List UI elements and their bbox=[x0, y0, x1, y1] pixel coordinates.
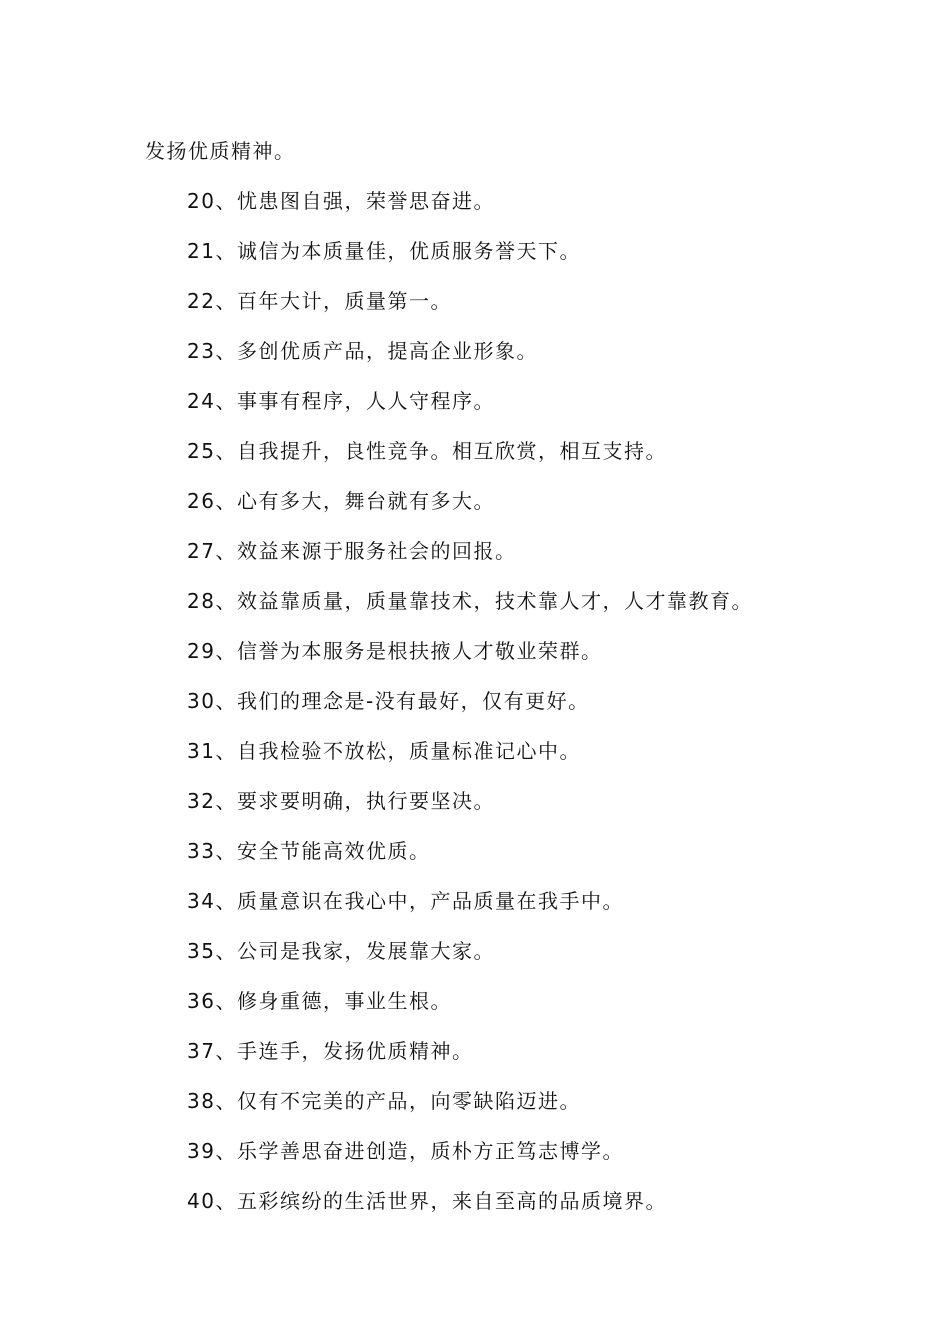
list-item: 28、效益靠质量，质量靠技术，技术靠人才，人才靠教育。 bbox=[187, 589, 753, 613]
list-item: 33、安全节能高效优质。 bbox=[187, 839, 431, 863]
continued-text-line: 发扬优质精神。 bbox=[145, 139, 296, 163]
list-item: 21、诚信为本质量佳，优质服务誉天下。 bbox=[187, 239, 581, 263]
list-item: 40、五彩缤纷的生活世界，来自至高的品质境界。 bbox=[187, 1189, 667, 1213]
list-item: 27、效益来源于服务社会的回报。 bbox=[187, 539, 517, 563]
list-item: 38、仅有不完美的产品，向零缺陷迈进。 bbox=[187, 1089, 581, 1113]
list-item: 26、心有多大，舞台就有多大。 bbox=[187, 489, 495, 513]
list-item: 34、质量意识在我心中，产品质量在我手中。 bbox=[187, 889, 624, 913]
list-item: 31、自我检验不放松，质量标准记心中。 bbox=[187, 739, 581, 763]
list-item: 37、手连手，发扬优质精神。 bbox=[187, 1039, 474, 1063]
list-item: 35、公司是我家，发展靠大家。 bbox=[187, 939, 495, 963]
list-item: 36、修身重德，事业生根。 bbox=[187, 989, 452, 1013]
slogan-list bbox=[187, 186, 753, 1236]
list-item: 22、百年大计，质量第一。 bbox=[187, 289, 452, 313]
list-item: 32、要求要明确，执行要坚决。 bbox=[187, 789, 495, 813]
list-item: 23、多创优质产品，提高企业形象。 bbox=[187, 339, 538, 363]
list-item: 29、信誉为本服务是根扶掖人才敬业荣群。 bbox=[187, 639, 603, 663]
list-item: 25、自我提升，良性竞争。相互欣赏，相互支持。 bbox=[187, 439, 667, 463]
list-item: 30、我们的理念是-没有最好，仅有更好。 bbox=[187, 689, 590, 713]
list-item: 20、忧患图自强，荣誉思奋进。 bbox=[187, 189, 495, 213]
list-item: 39、乐学善思奋进创造，质朴方正笃志博学。 bbox=[187, 1139, 624, 1163]
list-item: 24、事事有程序，人人守程序。 bbox=[187, 389, 495, 413]
